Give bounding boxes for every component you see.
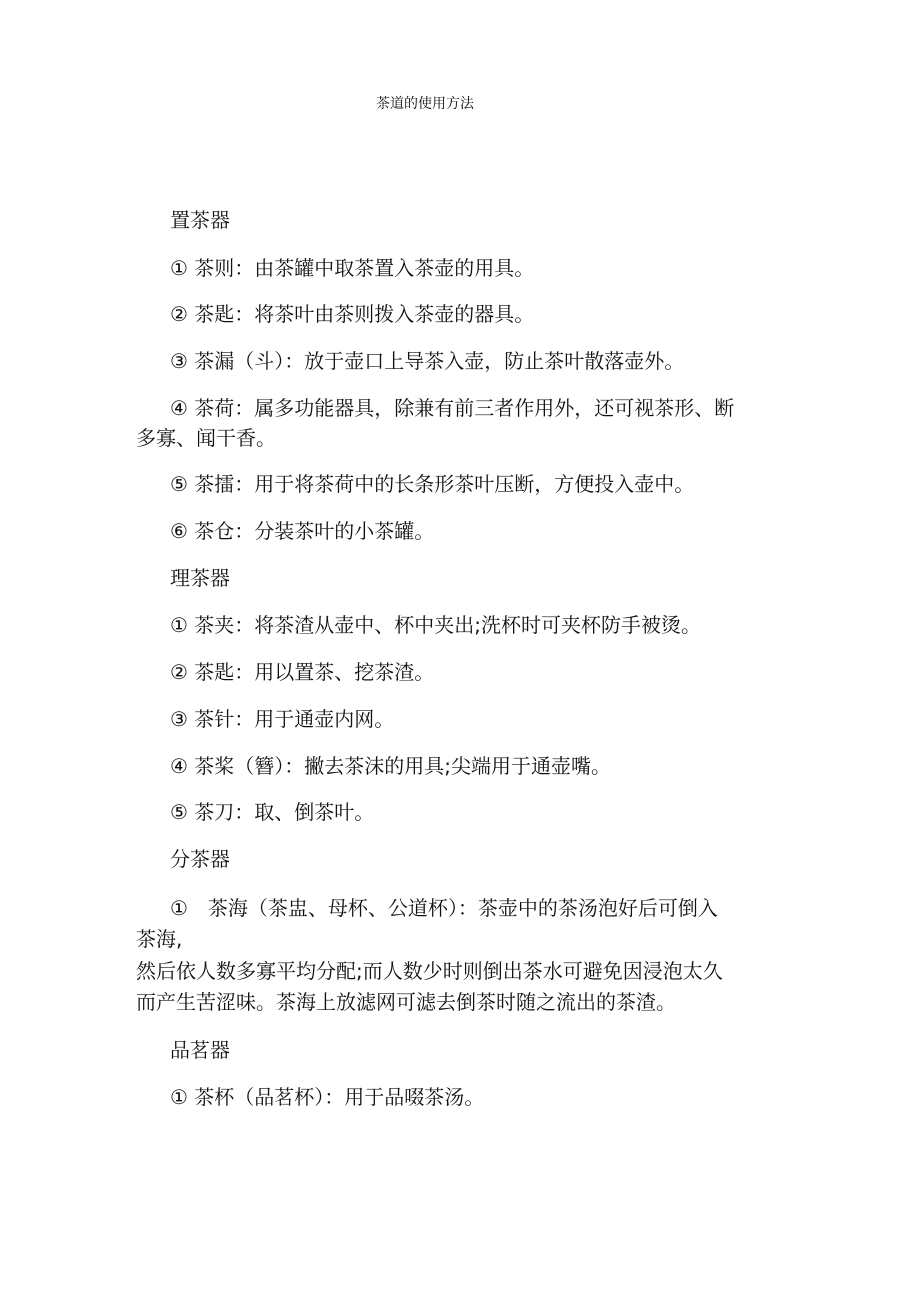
section-heading-lichaqi: 理茶器 xyxy=(170,566,230,590)
section-heading-fenchaqi: 分茶器 xyxy=(170,847,230,871)
list-item: ④ 茶桨（簪）：撇去茶沫的用具;尖端用于通壶嘴。 xyxy=(170,754,612,778)
list-item: ① 茶则：由茶罐中取茶置入茶壶的用具。 xyxy=(170,256,535,280)
list-item: ② 茶匙：用以置茶、挖茶渣。 xyxy=(170,660,435,684)
list-item-line: ④ 茶荷：属多功能器具，除兼有前三者作用外，还可视茶形、断 xyxy=(170,396,735,420)
list-item: ② 茶匙：将茶叶由茶则拨入茶壶的器具。 xyxy=(170,302,535,326)
list-item-line: ① 茶海（茶盅、母杯、公道杯）：茶壶中的茶汤泡好后可倒入 xyxy=(170,896,718,920)
list-item: ⑤ 茶刀：取、倒茶叶。 xyxy=(170,800,375,824)
list-item: ⑥ 茶仓：分装茶叶的小茶罐。 xyxy=(170,519,435,543)
section-heading-zhichaqi: 置茶器 xyxy=(170,208,230,232)
list-item-line: 而产生苦涩味。茶海上放滤网可滤去倒茶时随之流出的茶渣。 xyxy=(136,990,676,1014)
list-item: ⑤ 茶擂：用于将茶荷中的长条形茶叶压断，方便投入壶中。 xyxy=(170,472,695,496)
list-item-line: 然后依人数多寡平均分配;而人数少时则倒出茶水可避免因浸泡太久 xyxy=(136,959,723,983)
list-item: ③ 茶针：用于通壶内网。 xyxy=(170,707,395,731)
document-title: 茶道的使用方法 xyxy=(376,96,474,112)
section-heading-pinmingqi: 品茗器 xyxy=(170,1038,230,1062)
list-item-line: 多寡、闻干香。 xyxy=(136,426,276,450)
list-item-line: 茶海, xyxy=(136,927,183,951)
list-item: ③ 茶漏（斗）：放于壶口上导茶入壶，防止茶叶散落壶外。 xyxy=(170,349,685,373)
list-item: ① 茶夹：将茶渣从壶中、杯中夹出;洗杯时可夹杯防手被烫。 xyxy=(170,613,702,637)
list-item: ① 茶杯（品茗杯）：用于品啜茶汤。 xyxy=(170,1085,485,1109)
